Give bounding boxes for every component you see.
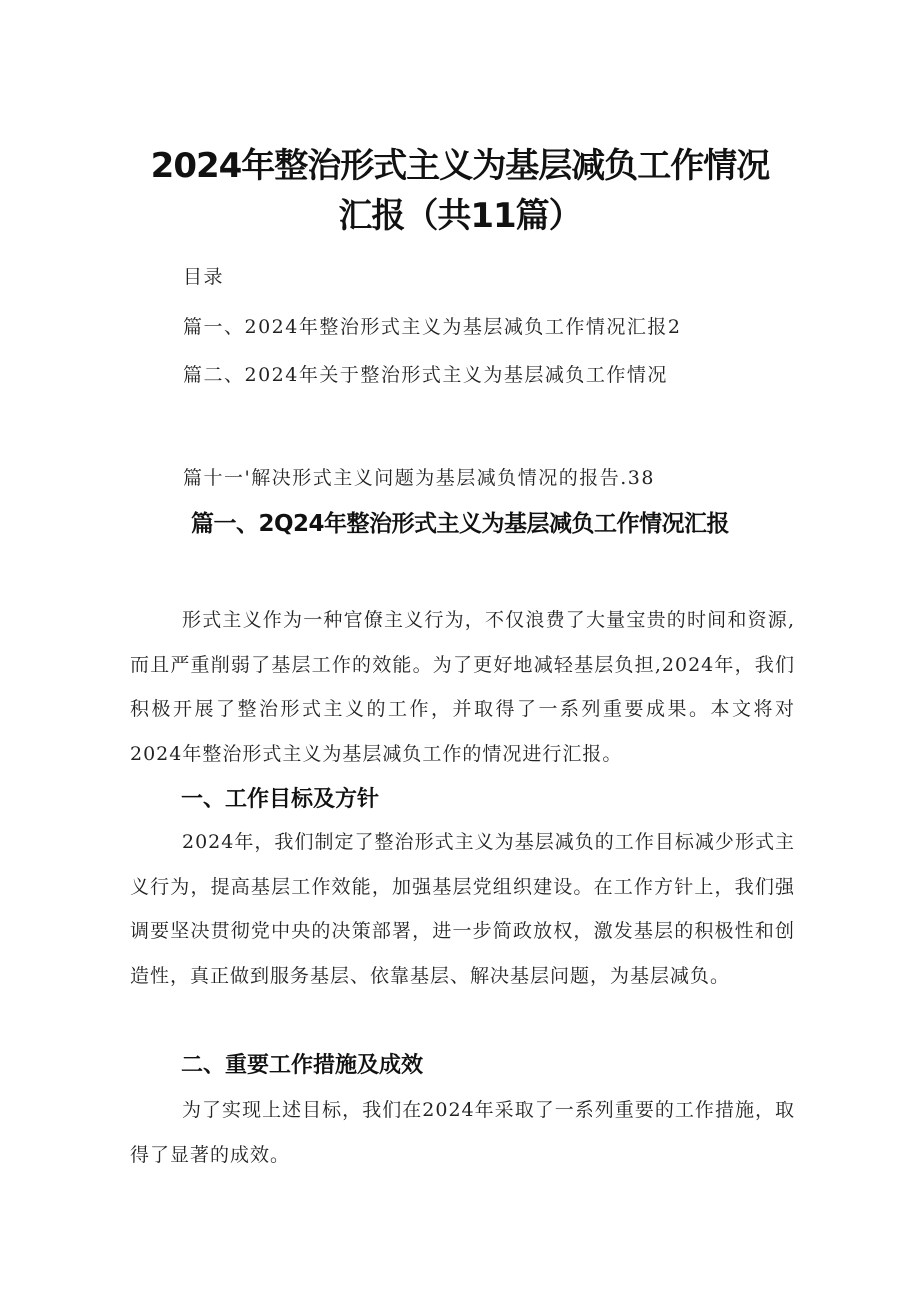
heading-goals: 一、工作目标及方针	[181, 787, 380, 812]
toc-label: 目录	[183, 266, 225, 288]
paragraph-goals: 2024年，我们制定了整治形式主义为基层减负的工作目标减少形式主义行为，提高基层工作效能，加强基层党组织建设。在工作方针上，我们强调要坚决贯彻党中央的决策部署，进一步简政放权，激发基层的积极性和创造性，真正做到服务基层、依靠基层、解决基层问题，为基层减负。	[130, 831, 795, 987]
section-title: 篇一、2Q24年整治形式主义为基层减负工作情况汇报	[190, 511, 730, 537]
toc-item-1[interactable]: 篇一、2024年整治形式主义为基层减负工作情况汇报2	[183, 316, 682, 338]
toc-item-11[interactable]: 篇十一'解决形式主义问题为基层减负情况的报告.38	[183, 467, 655, 489]
toc-item-2[interactable]: 篇二、2024年关于整治形式主义为基层减负工作情况	[183, 364, 668, 386]
heading-measures: 二、重要工作措施及成效	[181, 1053, 424, 1078]
document-title-line-1: 2024年整治形式主义为基层减负工作情况	[150, 146, 770, 186]
document-title-line-2: 汇报（共11篇）	[338, 196, 582, 236]
paragraph-intro: 形式主义作为一种官僚主义行为，不仅浪费了大量宝贵的时间和资源,而且严重削弱了基层工作的效能。为了更好地减轻基层负担,2024年，我们积极开展了整治形式主义的工作，并取得了一系列重要成果。本文将对2024年整治形式主义为基层减负工作的情况进行汇报。	[130, 609, 795, 765]
paragraph-measures: 为了实现上述目标，我们在2024年采取了一系列重要的工作措施，取得了显著的成效。	[130, 1099, 795, 1166]
